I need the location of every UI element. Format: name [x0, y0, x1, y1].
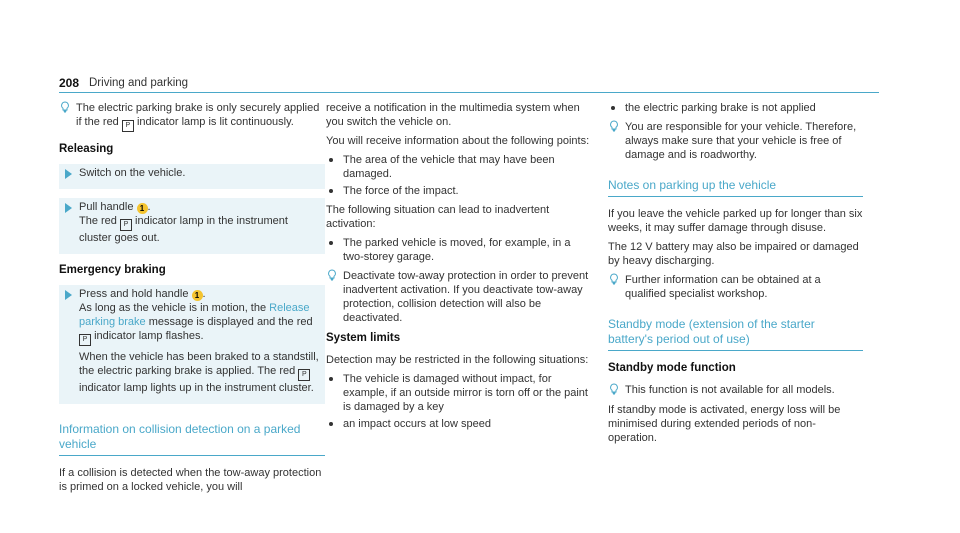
step-text-part: indicator lamp flashes.	[94, 330, 204, 342]
note-availability	[608, 383, 863, 397]
page-header	[59, 74, 879, 93]
note-parking-brake	[59, 101, 325, 132]
step-text-part: indicator lamp lights up in the instrument cluster.	[79, 382, 314, 394]
callout-badge: 1	[192, 290, 203, 301]
column-1	[59, 101, 325, 499]
collision-text: If a collision is detected when the tow-away protection is primed on a locked vehicle, you will	[59, 467, 322, 493]
step-pull-handle	[59, 198, 325, 254]
list-item: an impact occurs at low speed	[326, 417, 594, 431]
column-2	[326, 101, 594, 436]
step-text-part: message is displayed and the red	[148, 316, 313, 328]
info-icon	[608, 273, 620, 285]
step-text-part: When the vehicle has been braked to a standstill, the electric parking brake is applied. The red	[79, 351, 319, 377]
step-arrow-icon	[65, 203, 72, 213]
step-text	[79, 350, 319, 395]
paragraph: If standby mode is activated, energy loss will be minimised during extended periods of non-operation.	[608, 404, 841, 444]
note-text-cont: indicator lamp is lit continuously.	[136, 116, 294, 128]
callout-badge: 1	[137, 203, 148, 214]
paragraph: receive a notification in the multimedia system when you switch the vehicle on.	[326, 102, 580, 128]
step-press-hold-handle	[59, 285, 325, 404]
step-text-part: As long as the vehicle is in motion, the	[79, 302, 267, 314]
page-number: 208	[59, 76, 80, 90]
note-text: The electric parking brake is only securely applied if the red	[76, 102, 320, 128]
bullet-list	[326, 372, 594, 431]
paragraph: The following situation can lead to inadvertent activation:	[326, 204, 550, 230]
parking-brake-lamp-icon: P	[120, 219, 132, 231]
note-text: Further information can be obtained at a qualified specialist workshop.	[625, 274, 821, 300]
paragraph: If you leave the vehicle parked up for longer than six weeks, it may suffer damage through disuse.	[608, 208, 863, 234]
paragraph: The 12 V battery may also be impaired or damaged by heavy discharging.	[608, 241, 859, 267]
bullet-list	[608, 101, 863, 115]
list-item: The force of the impact.	[326, 184, 594, 198]
step-text-part: Pull handle	[79, 201, 134, 213]
note-text: You are responsible for your vehicle. Therefore, always make sure that your vehicle is free of damage and is roadworthy.	[625, 121, 857, 161]
heading-emergency-braking: Emergency braking	[59, 264, 166, 276]
step-text-part: The red	[79, 215, 117, 227]
heading-collision-detection: Information on collision detection on a parked vehicle	[59, 422, 325, 456]
parking-brake-lamp-icon: P	[122, 120, 134, 132]
heading-system-limits: System limits	[326, 332, 401, 344]
section-title: Driving and parking	[89, 77, 189, 89]
info-icon	[326, 269, 338, 281]
step-text: Switch on the vehicle.	[79, 167, 186, 179]
note-further-info	[608, 273, 863, 301]
paragraph: You will receive information about the following points:	[326, 135, 590, 147]
step-arrow-icon	[65, 290, 72, 300]
step-text-part: .	[202, 288, 206, 300]
step-arrow-icon	[65, 169, 72, 179]
list-item: The area of the vehicle that may have been damaged.	[326, 153, 594, 181]
info-icon	[59, 101, 71, 113]
heading-releasing: Releasing	[59, 143, 114, 155]
info-icon	[608, 120, 620, 132]
parking-brake-lamp-icon: P	[79, 334, 91, 346]
list-item: The parked vehicle is moved, for example, in a two-storey garage.	[326, 236, 594, 264]
note-text: Deactivate tow-away protection in order to prevent inadvertent activation. If you deactivate tow-away protection, collision detection will also be deactivated.	[343, 270, 589, 324]
heading-standby-mode: Standby mode (extension of the starter battery's period out of use)	[608, 317, 863, 351]
column-3	[608, 101, 863, 450]
list-item: the electric parking brake is not applied	[608, 101, 863, 115]
info-icon	[608, 383, 620, 395]
step-text	[79, 287, 319, 346]
heading-parking-up: Notes on parking up the vehicle	[608, 178, 863, 197]
bullet-list	[326, 153, 594, 198]
note-text: This function is not available for all models.	[625, 384, 835, 396]
paragraph: Detection may be restricted in the following situations:	[326, 354, 589, 366]
step-text-part: Press and hold handle	[79, 288, 189, 300]
note-deactivate	[326, 269, 594, 325]
note-responsible	[608, 120, 863, 162]
step-switch-on	[59, 164, 325, 189]
step-text-part: .	[147, 201, 151, 213]
heading-standby-function: Standby mode function	[608, 362, 736, 374]
parking-brake-lamp-icon: P	[298, 369, 310, 381]
step-text	[79, 200, 319, 245]
step-text-part: indicator lamp in the instrument cluster goes out.	[79, 215, 288, 244]
list-item: The vehicle is damaged without impact, for example, if an outside mirror is torn off or the paint is damaged by a key	[326, 372, 594, 414]
display-message-link: Release parking brake	[79, 302, 310, 328]
bullet-list	[326, 236, 594, 264]
